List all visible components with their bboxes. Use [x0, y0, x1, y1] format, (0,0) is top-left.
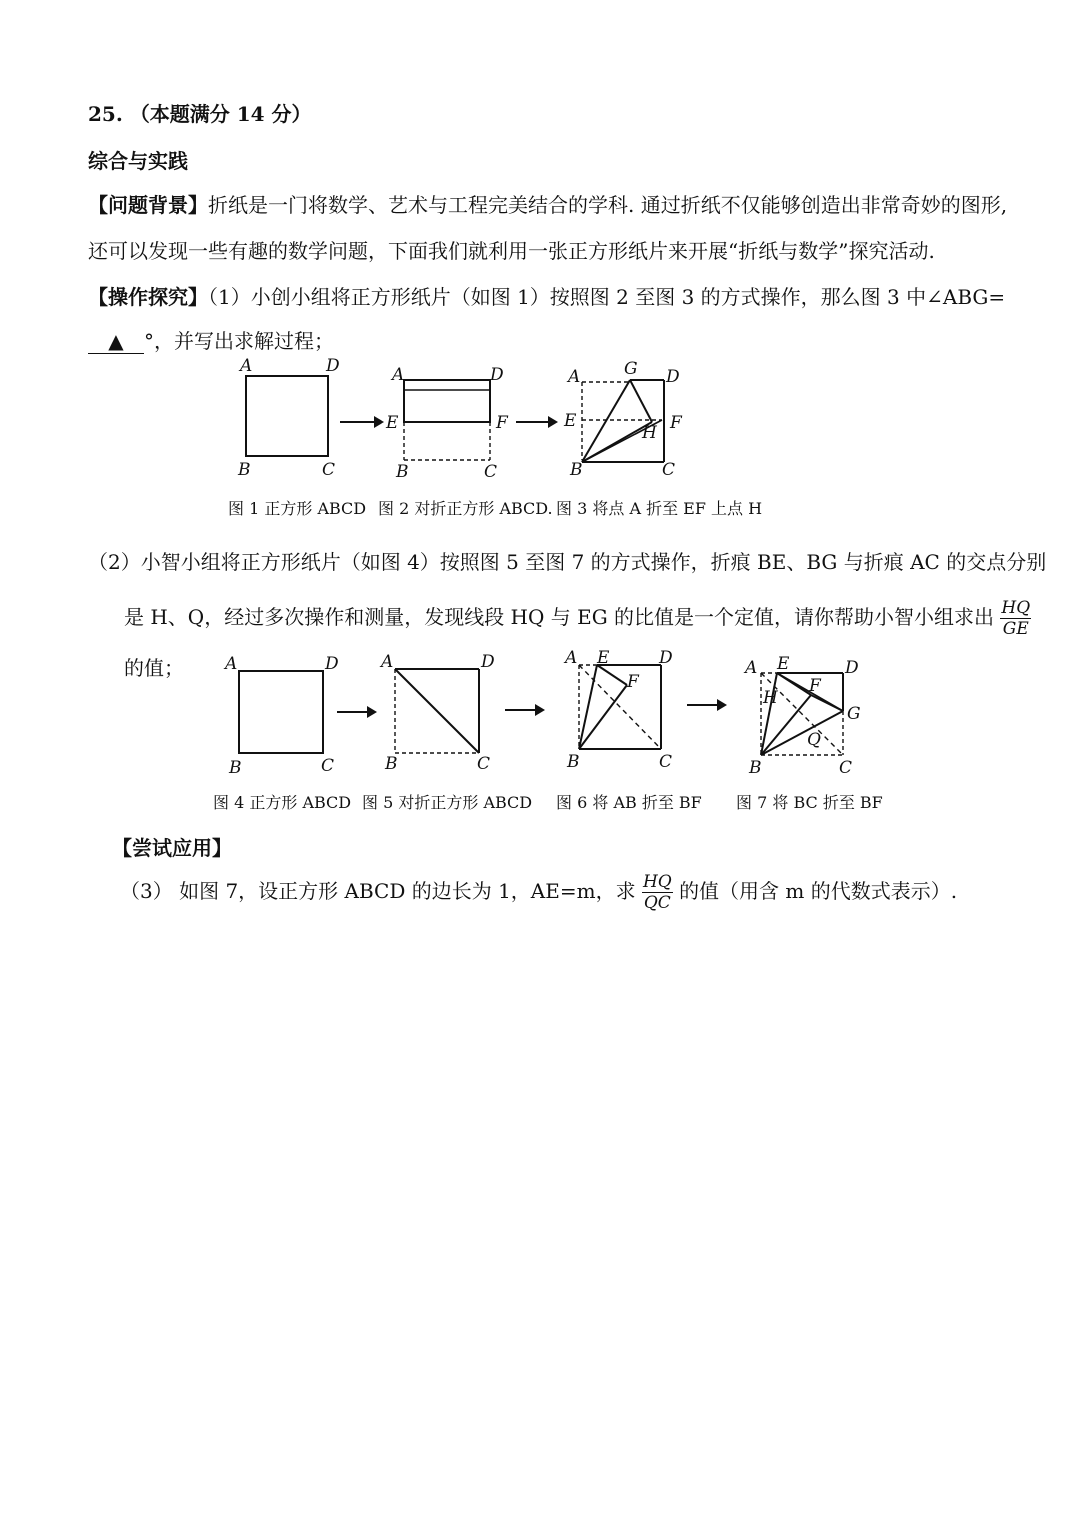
figure-row-1	[220, 352, 780, 482]
fig1-label-a: A	[240, 356, 253, 376]
caption-figure-4: 图 4 正方形 ABCD	[213, 793, 352, 812]
fig7-label-c: C	[839, 758, 853, 778]
figure-row-2	[215, 645, 875, 780]
fraction-denominator: GE	[1002, 619, 1029, 639]
caption-figure-2: 图 2 对折正方形 ABCD.	[378, 499, 553, 518]
caption-figure-3: 图 3 将点 A 折至 EF 上点 H	[556, 499, 763, 518]
fraction-numerator: HQ	[642, 872, 672, 892]
fig7-label-d: D	[845, 658, 859, 678]
question-1-answer-line	[88, 325, 334, 354]
explore-tag: 【操作探究】	[88, 285, 208, 309]
figure-5-diagonal-fold	[379, 652, 495, 774]
fig5-label-c: C	[477, 754, 491, 774]
background-tag: 【问题背景】	[88, 193, 208, 217]
fig1-label-d: D	[326, 356, 340, 376]
fig2-label-a: A	[392, 365, 405, 385]
fraction-hq-over-qc	[642, 872, 673, 913]
fig3-label-h: H	[642, 423, 657, 443]
fraction-numerator: HQ	[1001, 598, 1031, 618]
right-arrow-icon	[337, 706, 377, 718]
apply-tag: 【尝试应用】	[112, 836, 232, 860]
caption-figure-1: 图 1 正方形 ABCD	[228, 499, 367, 518]
fig4-label-c: C	[321, 756, 335, 776]
section-title: 综合与实践	[88, 149, 188, 173]
question-3-suffix: 的值（用含 m 的代数式表示）.	[679, 879, 958, 903]
caption-figure-6: 图 6 将 AB 折至 BF	[556, 793, 702, 812]
fig3-label-f: F	[670, 413, 682, 433]
fig3-label-e: E	[564, 411, 577, 431]
figure-6-fold-ab-to-bf	[563, 648, 673, 772]
fig5-label-d: D	[481, 652, 495, 672]
question-2-line-2	[124, 598, 1031, 639]
fig1-label-c: C	[322, 460, 336, 480]
fig7-label-b: B	[749, 758, 762, 778]
fig2-label-c: C	[484, 462, 498, 482]
fig1-label-b: B	[238, 460, 251, 480]
fig4-label-b: B	[229, 758, 242, 778]
fig4-label-d: D	[325, 654, 339, 674]
fig7-label-h: H	[763, 688, 778, 708]
question-2-line-3: 的值；	[124, 656, 184, 680]
fig7-label-a: A	[745, 658, 758, 678]
question-3-prefix: （3） 如图 7，设正方形 ABCD 的边长为 1，AE=m，求	[120, 879, 636, 903]
fig3-label-a: A	[568, 367, 581, 387]
fraction-denominator: QC	[643, 893, 671, 913]
fig2-label-d: D	[490, 365, 504, 385]
figure-1-square	[237, 356, 340, 480]
caption-figure-5: 图 5 对折正方形 ABCD	[362, 793, 533, 812]
fig7-label-f: F	[809, 676, 821, 696]
fig3-label-c: C	[662, 460, 676, 480]
problem-header: 25. （本题满分 14 分）	[88, 102, 312, 126]
fig7-label-g: G	[847, 704, 861, 724]
background-text-2: 还可以发现一些有趣的数学问题，下面我们就利用一张正方形纸片来开展“折纸与数学”探究活动.	[88, 239, 935, 263]
question-2-text-2: 是 H、Q，经过多次操作和测量，发现线段 HQ 与 EG 的比值是一个定值，请你帮助小智小组求出	[124, 605, 995, 629]
question-1-line	[88, 281, 1005, 310]
fig5-label-a: A	[381, 652, 394, 672]
figure-2-folded-square	[385, 365, 509, 482]
right-arrow-icon	[340, 416, 384, 428]
question-2-line-1: （2）小智小组将正方形纸片（如图 4）按照图 5 至图 7 的方式操作，折痕 BE、BG 与折痕 AC 的交点分别	[88, 550, 1047, 574]
background-text-1: 折纸是一门将数学、艺术与工程完美结合的学科. 通过折纸不仅能够创造出非常奇妙的图形,	[208, 193, 1008, 217]
fig4-label-a: A	[225, 654, 238, 674]
fig2-label-f: F	[496, 413, 508, 433]
fig5-label-b: B	[385, 754, 398, 774]
background-paragraph-1	[88, 189, 1007, 218]
question-1-text: （1）小创小组将正方形纸片（如图 1）按照图 2 至图 3 的方式操作，那么图 3 中∠ABG=	[208, 285, 1006, 309]
figure-3-fold-to-h	[563, 359, 683, 480]
fig3-label-d: D	[666, 367, 680, 387]
right-arrow-icon	[516, 416, 558, 428]
fig7-label-q: Q	[807, 730, 821, 750]
fig6-label-f: F	[627, 672, 639, 692]
caption-figure-7: 图 7 将 BC 折至 BF	[736, 793, 883, 812]
answer-blank[interactable]: ▲	[88, 329, 144, 354]
fig6-label-c: C	[659, 752, 673, 772]
fig7-label-e: E	[777, 654, 790, 674]
figure-7-fold-bc-to-bf	[743, 654, 861, 778]
fig3-label-b: B	[570, 460, 583, 480]
question-3-line	[120, 872, 957, 913]
fig2-label-e: E	[386, 413, 399, 433]
fig6-label-b: B	[567, 752, 580, 772]
fig6-label-e: E	[597, 648, 610, 668]
question-1-tail: °，并写出求解过程；	[144, 329, 334, 353]
fig3-label-g: G	[624, 359, 638, 379]
right-arrow-icon	[505, 704, 545, 716]
fig2-label-b: B	[396, 462, 409, 482]
fig6-label-d: D	[659, 648, 673, 668]
right-arrow-icon	[687, 699, 727, 711]
fig6-label-a: A	[565, 648, 578, 668]
figure-4-square	[223, 654, 339, 778]
fraction-hq-over-ge	[1000, 598, 1031, 639]
